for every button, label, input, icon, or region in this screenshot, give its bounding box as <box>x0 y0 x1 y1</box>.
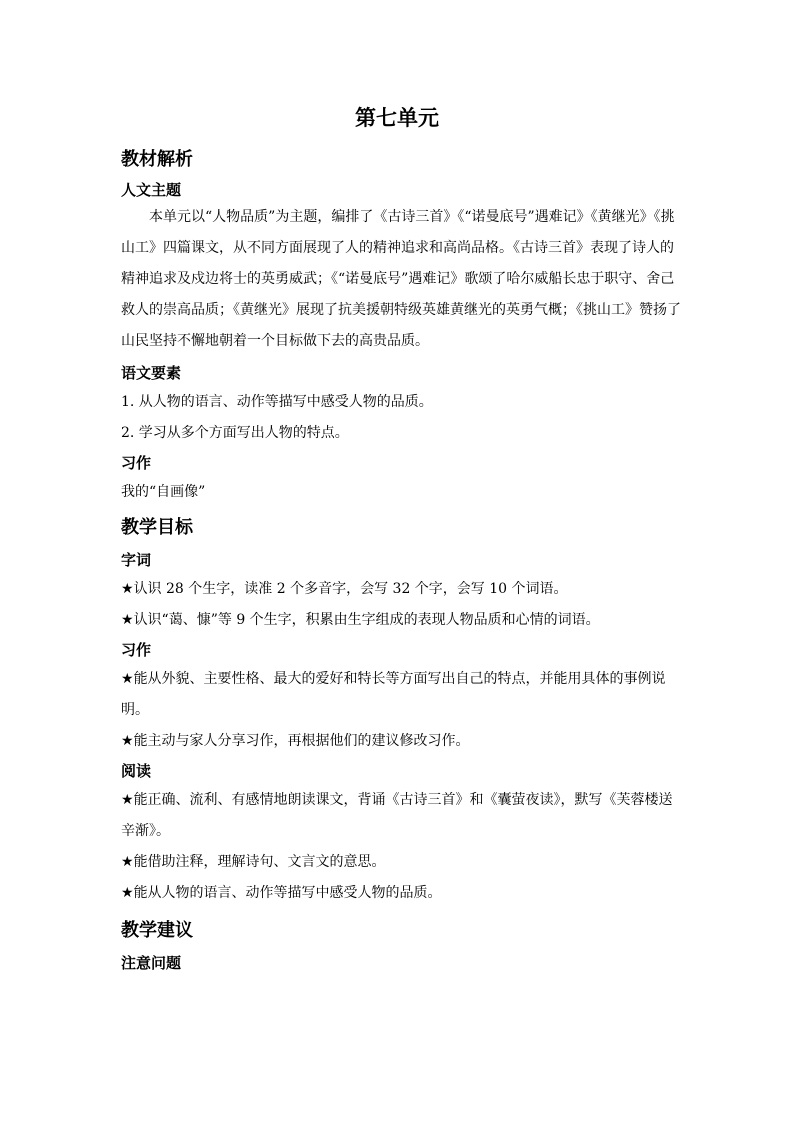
document-body <box>121 144 681 973</box>
writing-topic: 我的“自画像” <box>121 484 206 500</box>
section-heading-suggestions: 教学建议 <box>121 920 193 941</box>
star-icon: ★ <box>121 733 134 749</box>
star-icon: ★ <box>121 612 134 628</box>
subheading-reading: 阅读 <box>121 762 152 780</box>
goal-item: ★能主动与家人分享习作，再根据他们的建议修改习作。 <box>121 733 470 749</box>
star-icon: ★ <box>121 671 134 687</box>
subheading-humanities-theme: 人文主题 <box>121 181 182 199</box>
language-element-item: 1. 从人物的语言、动作等描写中感受人物的品质。 <box>121 394 433 410</box>
section-heading-goals: 教学目标 <box>121 517 193 538</box>
humanities-theme-paragraph: 本单元以“人物品质”为主题，编排了《古诗三首》《“诺曼底号”遇难记》《黄继光》《挑山工》四篇课文，从不同方面展现了人的精神追求和高尚品格。《古诗三首》表现了诗人的精神追求及戍边将士的英勇威武；《“诺曼底号”遇难记》歌颂了哈尔威船长忠于职守、舍己救人的崇高品质；《黄继光》展现了抗美援朝特级英雄黄继光的英勇气概；《挑山工》赞扬了山民坚持不懈地朝着一个目标做下去的高贵品质。 <box>121 209 681 349</box>
star-icon: ★ <box>121 854 134 870</box>
section-heading-analysis: 教材解析 <box>121 149 193 170</box>
goal-item: ★能从人物的语言、动作等描写中感受人物的品质。 <box>121 885 442 901</box>
page-title: 第七单元 <box>355 105 439 130</box>
goal-item: ★能借助注释，理解诗句、文言文的意思。 <box>121 854 386 870</box>
star-icon: ★ <box>121 792 134 808</box>
goal-item: ★认识 28 个生字，读准 2 个多音字，会写 32 个字，会写 10 个词语。 <box>121 581 568 597</box>
star-icon: ★ <box>121 885 134 901</box>
subheading-language-elements: 语文要素 <box>121 364 182 382</box>
subheading-notes: 注意问题 <box>121 954 182 972</box>
subheading-goals-writing: 习作 <box>121 641 152 659</box>
goal-item: ★认识“蔼、慷”等 9 个生字，积累由生字组成的表现人物品质和心情的词语。 <box>121 612 600 628</box>
goal-item: ★能从外貌、主要性格、最大的爱好和特长等方面写出自己的特点，并能用具体的事例说明。 <box>121 671 666 718</box>
subheading-writing: 习作 <box>121 454 152 472</box>
subheading-words: 字词 <box>121 551 152 569</box>
star-icon: ★ <box>121 581 134 597</box>
goal-item: ★能正确、流利、有感情地朗读课文，背诵《古诗三首》和《囊萤夜读》，默写《芙蓉楼送辛渐》。 <box>121 792 673 839</box>
language-element-item: 2. 学习从多个方面写出人物的特点。 <box>121 425 349 441</box>
